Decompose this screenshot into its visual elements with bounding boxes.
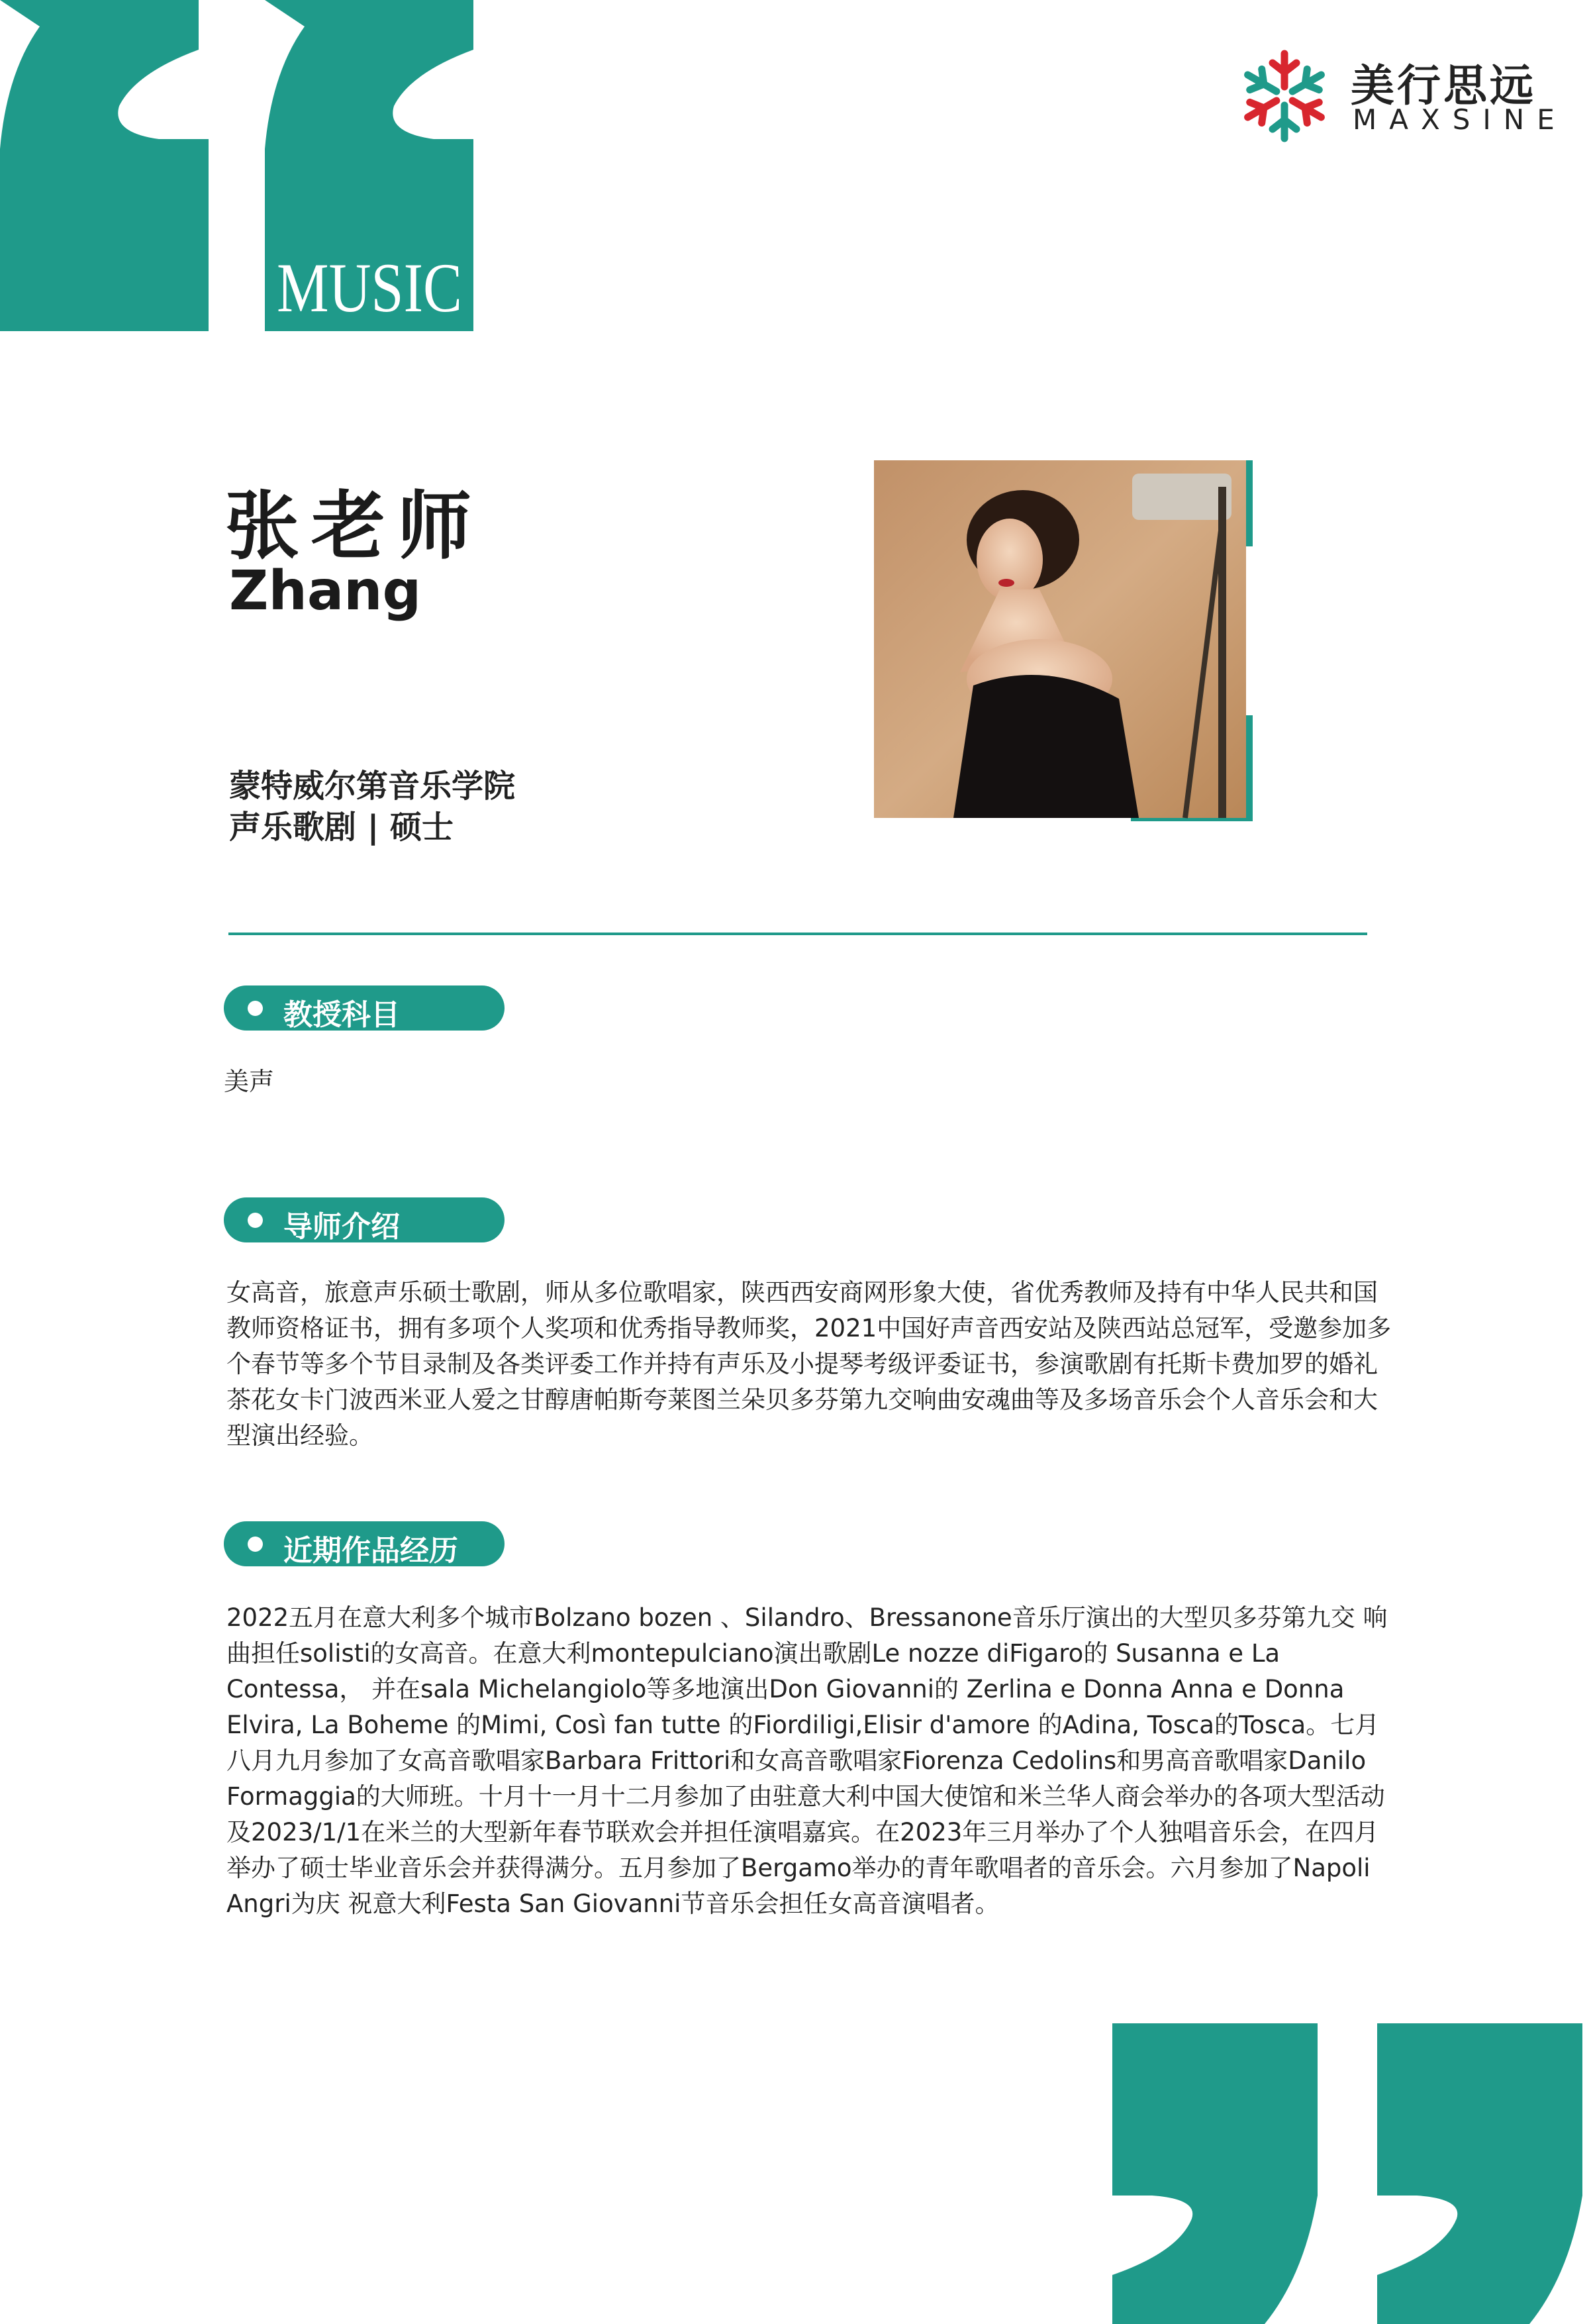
intro-section-header: [224, 1197, 505, 1242]
subjects-content: 美声: [224, 1067, 275, 1096]
works-title: 近期作品经历: [283, 1534, 458, 1568]
intro-content: 女高音，旅意声乐硕士歌剧，师从多位歌唱家，陕西西安商网形象大使，省优秀教师及持有中华人民共和国教师资格证书，拥有多项个人奖项和优秀指导教师奖，2021中国好声音西安站及陕西站总冠军，受邀参加多个春节等多个节目录制及各类评委工作并持有声乐及小提琴考级评委证书，参演歌剧有托斯卡费加罗的婚礼茶花女卡门波西米亚人爱之甘醇唐帕斯夸莱图兰朵贝多芬第九交响曲安魂曲等及多场音乐会个人音乐会和大型演出经验。: [226, 1278, 1392, 1450]
works-content: 2022五月在意大利多个城市Bolzano bozen 、Silandro、Bressanone音乐厅演出的大型贝多芬第九交 响曲担任solisti的女高音。在意大利montepulciano演出歌剧Le nozze diFigaro的 Susanna e La Contessa， 并在sala Michelangiolo等多地演出Don Giovanni的 Zerlina e Donna Anna e Donna Elvira, La Boheme 的Mimi, Così fan tutte 的Fiordiligi,Elisir d'amore 的Adina, Tosca的Tosca。七月八月九月参加了女高音歌唱家Barbara Frittori和女高音歌唱家Fiorenza Cedolins和男高音歌唱家Danilo Formaggia的大师班。十月十一月十二月参加了由驻意大利中国大使馆和米兰华人商会举办的各项大型活动及2023/1/1在米兰的大型新年春节联欢会并担任演唱嘉宾。在2023年三月举办了个人独唱音乐会，在四月举办了硕士毕业音乐会并获得满分。五月参加了Bergamo举办的青年歌唱者的音乐会。六月参加了Napoli Angri为庆 祝意大利Festa San Giovanni节音乐会担任女高音演唱者。: [226, 1603, 1388, 1918]
subjects-title: 教授科目: [283, 998, 400, 1032]
bullet-dot-icon: [248, 1001, 263, 1016]
works-section-header: [224, 1521, 505, 1566]
bullet-dot-icon: [248, 1537, 263, 1552]
school-name: 蒙特威尔第音乐学院: [229, 768, 516, 805]
teacher-photo: [874, 460, 1253, 821]
music-label: MUSIC: [277, 249, 462, 327]
brand-logo: [1235, 46, 1567, 146]
subjects-section-header: [224, 985, 505, 1031]
degree-info: 声乐歌剧 | 硕士: [229, 809, 454, 846]
snowflake-logo-icon: [1235, 46, 1334, 146]
intro-title: 导师介绍: [283, 1210, 400, 1244]
opening-quote-decoration: [0, 0, 483, 331]
bullet-dot-icon: [248, 1213, 263, 1228]
teacher-name: 张老师: [225, 483, 483, 570]
brand-name-cn: 美行思远: [1351, 60, 1536, 111]
closing-quote-decoration: [1106, 2023, 1593, 2324]
section-divider: [228, 933, 1367, 935]
teacher-name-en: Zhang: [229, 560, 422, 623]
brand-name-en: MAXSINE: [1353, 103, 1567, 136]
